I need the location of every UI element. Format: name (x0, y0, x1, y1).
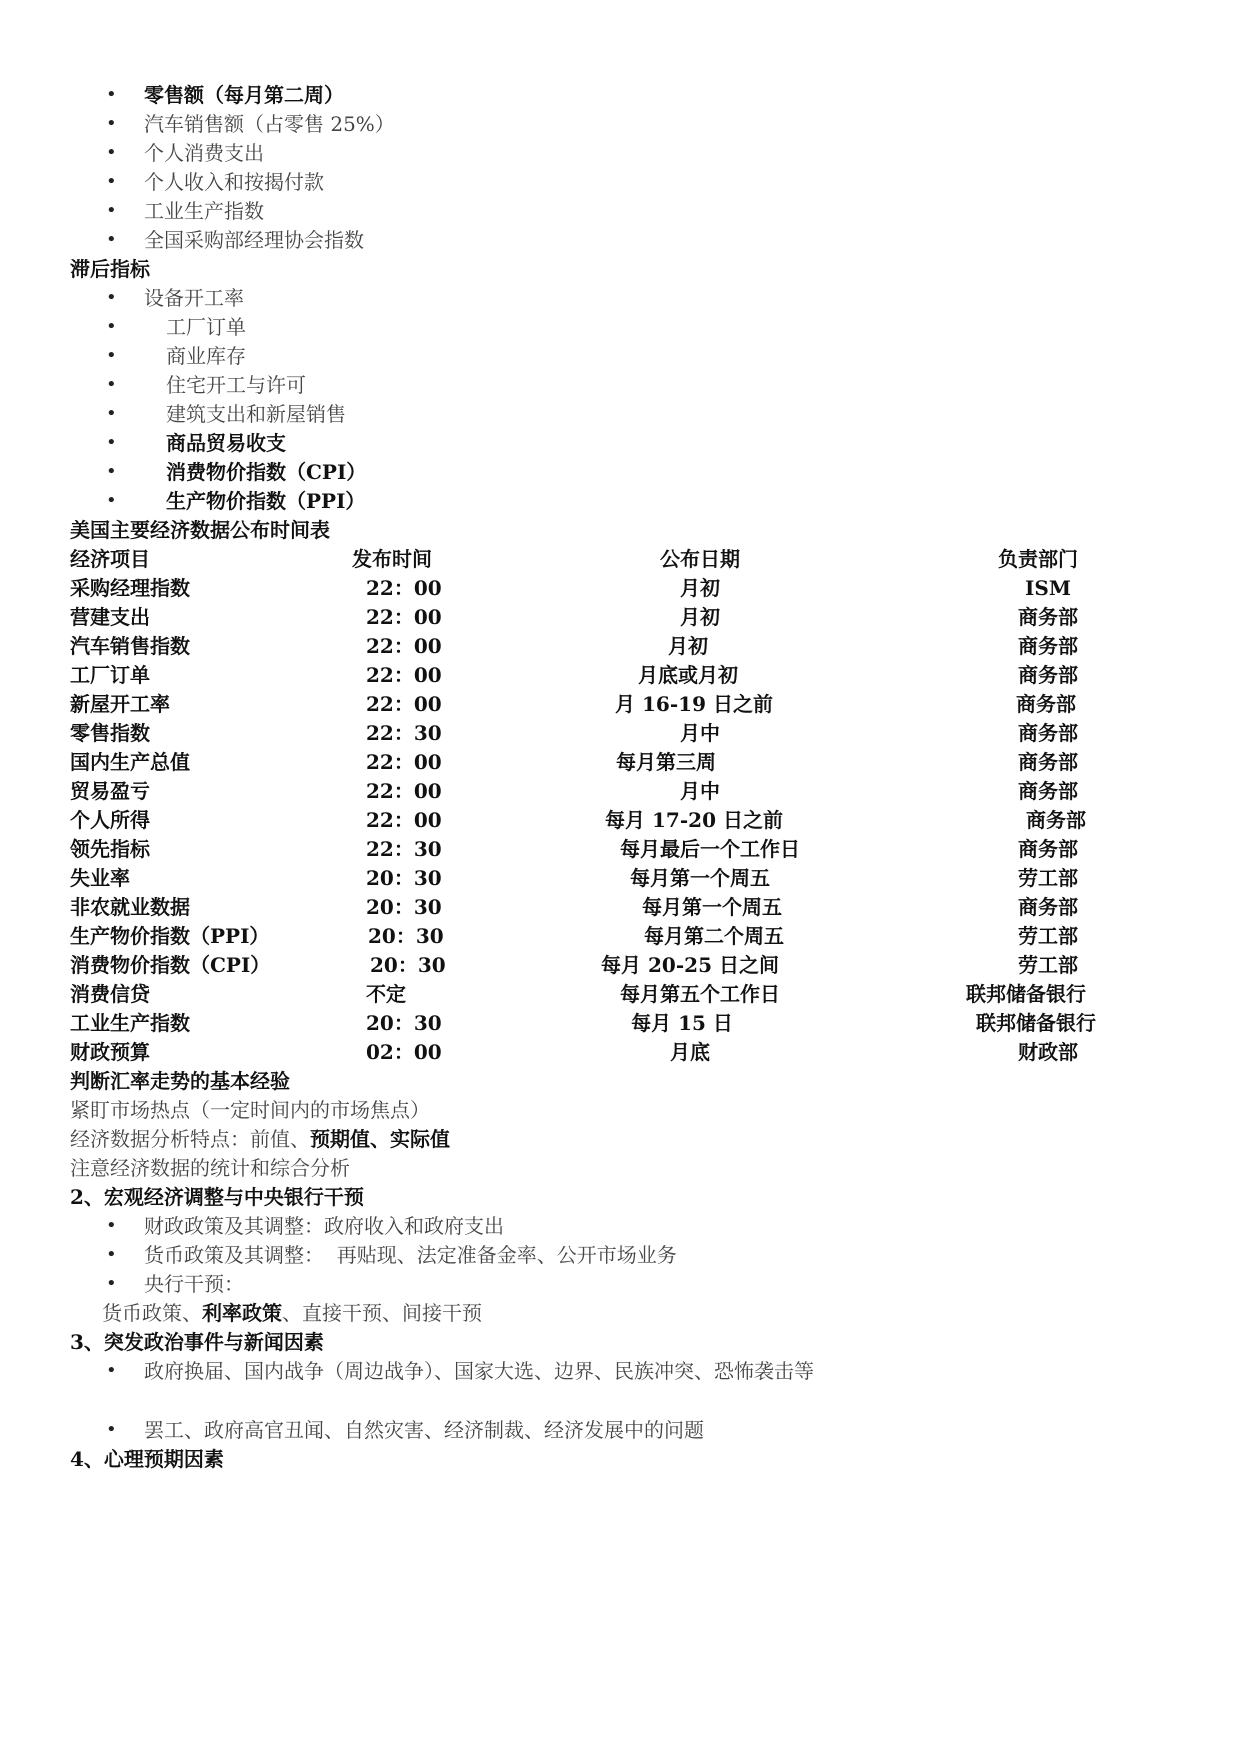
list-item-text: 个人收入和按揭付款 (144, 170, 324, 194)
table-cell: 每月最后一个工作日 (620, 837, 800, 861)
table-cell: 消费信贷 (70, 982, 150, 1006)
table-cell: 劳工部 (1018, 866, 1078, 890)
list-item-text: 工厂订单 (166, 315, 246, 339)
table-cell: 20：30 (368, 924, 444, 948)
paragraph: 紧盯市场热点（一定时间内的市场焦点） (70, 1098, 430, 1122)
list-item-text: 建筑支出和新屋销售 (166, 402, 346, 426)
bullet-icon: • (106, 1273, 117, 1294)
table-cell: 工厂订单 (70, 663, 150, 687)
paragraph-text: 经济数据分析特点：前值、 (70, 1127, 310, 1151)
table-cell: 22：00 (366, 779, 442, 803)
column-header: 发布时间 (352, 547, 432, 571)
table-cell: 失业率 (70, 866, 130, 890)
table-cell: 商务部 (1026, 808, 1086, 832)
table-cell: 个人所得 (70, 808, 150, 832)
list-item-text: 财政政策及其调整：政府收入和政府支出 (144, 1214, 504, 1238)
table-cell: 每月第五个工作日 (620, 982, 780, 1006)
column-header: 负责部门 (998, 547, 1078, 571)
list-item-text: 全国采购部经理协会指数 (144, 228, 364, 252)
table-cell: 20：30 (366, 895, 442, 919)
table-cell: 不定 (366, 982, 406, 1006)
table-title: 美国主要经济数据公布时间表 (70, 518, 330, 542)
column-header: 经济项目 (70, 547, 150, 571)
section-heading: 3、突发政治事件与新闻因素 (70, 1330, 324, 1354)
paragraph (70, 1127, 450, 1151)
table-cell: 非农就业数据 (70, 895, 190, 919)
list-item-text: 零售额（每月第二周） (144, 83, 344, 107)
table-cell: 财政预算 (70, 1040, 150, 1064)
table-cell: 22：00 (366, 750, 442, 774)
bullet-icon: • (106, 316, 117, 337)
table-cell: 月 16-19 日之前 (615, 692, 773, 716)
section-heading: 2、宏观经济调整与中央银行干预 (70, 1185, 364, 1209)
list-item-text: 工业生产指数 (144, 199, 264, 223)
table-cell: 月底或月初 (638, 663, 738, 687)
list-item-text: 政府换届、国内战争（周边战争）、国家大选、边界、民族冲突、恐怖袭击等 (144, 1359, 814, 1383)
section-heading: 滞后指标 (70, 257, 150, 281)
bullet-icon: • (106, 461, 117, 482)
section-heading: 4、心理预期因素 (70, 1447, 224, 1471)
table-cell: 22：00 (366, 634, 442, 658)
table-cell: 劳工部 (1018, 953, 1078, 977)
table-cell: 商务部 (1018, 895, 1078, 919)
table-cell: 22：00 (366, 663, 442, 687)
table-cell: 月底 (670, 1040, 710, 1064)
table-cell: 20：30 (366, 1011, 442, 1035)
bullet-icon: • (106, 287, 117, 308)
table-cell: 月初 (668, 634, 708, 658)
bullet-icon: • (106, 113, 117, 134)
paragraph-text: 货币政策、 (102, 1301, 202, 1325)
table-cell: 22：00 (366, 808, 442, 832)
table-cell: 22：00 (366, 605, 442, 629)
table-cell: 工业生产指数 (70, 1011, 190, 1035)
table-cell: 02：00 (366, 1040, 442, 1064)
list-item-text: 商业库存 (166, 344, 246, 368)
bullet-icon: • (106, 1244, 117, 1265)
table-cell: 每月 17-20 日之前 (605, 808, 783, 832)
list-item-text: 住宅开工与许可 (166, 373, 306, 397)
table-cell: 每月 20-25 日之间 (601, 953, 779, 977)
table-cell: 22：30 (366, 837, 442, 861)
table-cell: 领先指标 (70, 837, 150, 861)
table-cell: 商务部 (1018, 634, 1078, 658)
table-cell: 商务部 (1018, 837, 1078, 861)
table-cell: 营建支出 (70, 605, 150, 629)
table-cell: 月初 (680, 576, 720, 600)
bullet-icon: • (106, 490, 117, 511)
list-item-text: 汽车销售额（占零售 25%） (144, 112, 395, 136)
table-cell: 财政部 (1018, 1040, 1078, 1064)
paragraph-text: 、直接干预、间接干预 (282, 1301, 482, 1325)
list-item-text: 消费物价指数（CPI） (166, 460, 367, 484)
list-item-text: 设备开工率 (144, 286, 244, 310)
table-cell: 采购经理指数 (70, 576, 190, 600)
table-cell: 新屋开工率 (70, 692, 170, 716)
list-item-text: 货币政策及其调整： 再贴现、法定准备金率、公开市场业务 (144, 1243, 677, 1267)
table-cell: 月初 (680, 605, 720, 629)
table-cell: 月中 (680, 721, 720, 745)
table-cell: 商务部 (1018, 663, 1078, 687)
table-cell: 商务部 (1018, 605, 1078, 629)
table-cell: 国内生产总值 (70, 750, 190, 774)
table-cell: 联邦储备银行 (966, 982, 1086, 1006)
table-cell: 每月 15 日 (631, 1011, 733, 1035)
table-cell: 联邦储备银行 (976, 1011, 1096, 1035)
table-cell: 22：00 (366, 692, 442, 716)
bullet-icon: • (106, 229, 117, 250)
table-cell: 消费物价指数（CPI） (70, 953, 271, 977)
table-cell: 22：30 (366, 721, 442, 745)
list-item-text: 罢工、政府高官丑闻、自然灾害、经济制裁、经济发展中的问题 (144, 1418, 704, 1442)
bullet-icon: • (106, 345, 117, 366)
bullet-icon: • (106, 1215, 117, 1236)
table-cell: 生产物价指数（PPI） (70, 924, 270, 948)
table-cell: 每月第一个周五 (630, 866, 770, 890)
list-item-text: 央行干预： (144, 1272, 244, 1296)
paragraph-emphasis: 预期值、实际值 (310, 1127, 450, 1151)
table-cell: 每月第一个周五 (642, 895, 782, 919)
paragraph (102, 1301, 482, 1325)
bullet-icon: • (106, 142, 117, 163)
table-cell: 每月第三周 (616, 750, 716, 774)
table-cell: 零售指数 (70, 721, 150, 745)
bullet-icon: • (106, 84, 117, 105)
bullet-icon: • (106, 403, 117, 424)
table-cell: 22：00 (366, 576, 442, 600)
table-cell: 贸易盈亏 (70, 779, 150, 803)
list-item-text: 商品贸易收支 (166, 431, 286, 455)
paragraph: 注意经济数据的统计和综合分析 (70, 1156, 350, 1180)
list-item-text: 生产物价指数（PPI） (166, 489, 366, 513)
column-header: 公布日期 (660, 547, 740, 571)
table-cell: 每月第二个周五 (644, 924, 784, 948)
bullet-icon: • (106, 374, 117, 395)
table-cell: 汽车销售指数 (70, 634, 190, 658)
table-cell: 20：30 (366, 866, 442, 890)
list-item-text: 个人消费支出 (144, 141, 264, 165)
bullet-icon: • (106, 171, 117, 192)
table-cell: 商务部 (1018, 721, 1078, 745)
bullet-icon: • (106, 1419, 117, 1440)
table-cell: 月中 (680, 779, 720, 803)
table-cell: 商务部 (1018, 750, 1078, 774)
table-cell: 20：30 (370, 953, 446, 977)
table-cell: 商务部 (1018, 779, 1078, 803)
table-cell: 劳工部 (1018, 924, 1078, 948)
section-heading: 判断汇率走势的基本经验 (70, 1069, 290, 1093)
table-cell: 商务部 (1016, 692, 1076, 716)
bullet-icon: • (106, 1360, 117, 1381)
paragraph-emphasis: 利率政策 (202, 1301, 282, 1325)
bullet-icon: • (106, 200, 117, 221)
table-cell: ISM (1025, 576, 1071, 600)
bullet-icon: • (106, 432, 117, 453)
